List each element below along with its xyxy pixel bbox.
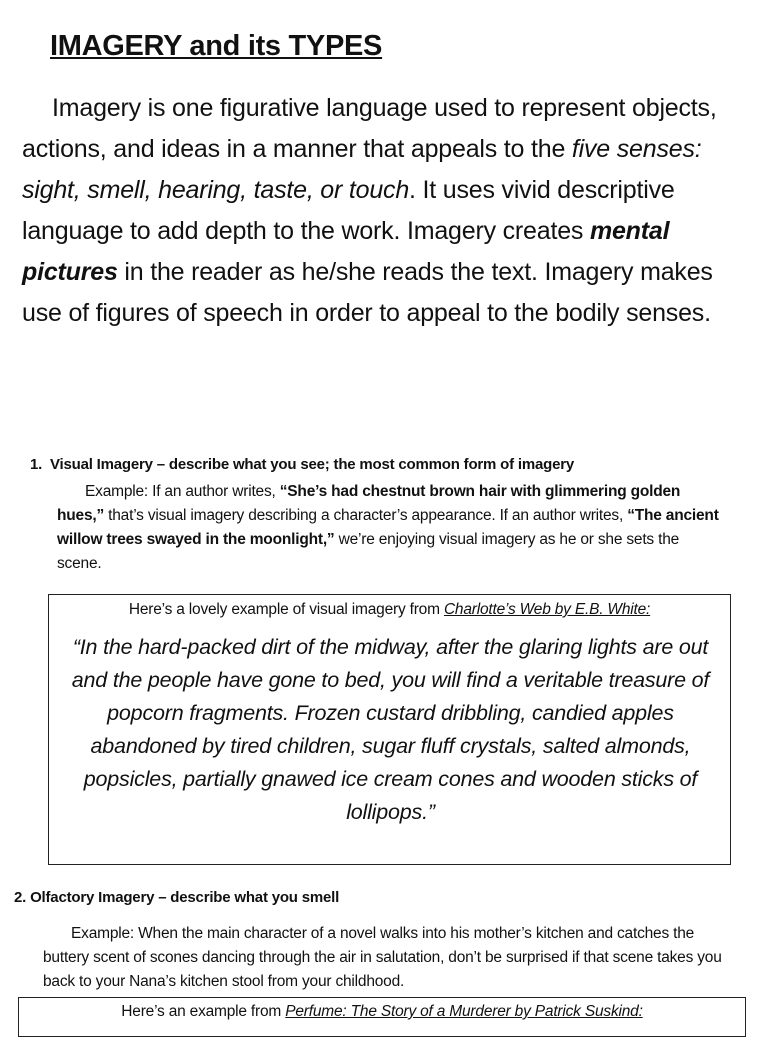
example-quote-2: “The ancient willow trees swayed in the moonlight,”	[57, 507, 719, 548]
page-title: IMAGERY and its TYPES	[50, 30, 383, 62]
example-mid: that’s visual imagery describing a character’s appearance. If an author writes,	[104, 507, 628, 524]
intro-five-senses: five senses: sight, smell, hearing, taste, or touch	[22, 135, 702, 204]
section-1-title: Visual Imagery – describe what you see; the most common form of imagery	[50, 456, 575, 473]
intro-text-2: . It uses vivid descriptive language to add depth to the work. Imagery creates	[22, 176, 675, 245]
section-2-heading: 2. Olfactory Imagery – describe what you smell	[14, 889, 340, 906]
section-2-example	[43, 922, 743, 994]
box-intro	[19, 1003, 745, 1021]
section-1-example	[57, 480, 727, 576]
example-quote-1: “She’s had chestnut brown hair with glimmering golden hues,”	[57, 483, 681, 524]
box-intro	[49, 601, 730, 619]
example-end: we’re enjoying visual imagery as he or she sets the scene.	[57, 531, 680, 572]
intro-mental-pictures: mental pictures	[22, 217, 670, 286]
intro-paragraph	[22, 88, 750, 334]
section-2-example-text: Example: When the main character of a novel walks into his mother’s kitchen and catches the buttery scent of scones dancing through the air in salutation, don’t be surprised if that scene takes you back to your Nana’s kitchen stool from your childhood.	[43, 925, 722, 990]
box-source: Perfume: The Story of a Murderer by Patrick Suskind:	[285, 1003, 643, 1020]
box-intro-text: Here’s an example from	[121, 1003, 286, 1020]
example-label: Example: If an author writes,	[85, 483, 280, 500]
intro-text-3: in the reader as he/she reads the text. Imagery makes use of figures of speech in order to appeal to the bodily senses.	[22, 258, 713, 327]
section-1-heading	[30, 456, 574, 473]
box-intro-text: Here’s a lovely example of visual imagery from	[128, 601, 444, 618]
box-source: Charlotte’s Web by E.B. White:	[443, 601, 651, 618]
charlottes-web-quote: “In the hard-packed dirt of the midway, after the glaring lights are out and the people have gone to bed, you will find a veritable treasure of popcorn fragments. Frozen custard dribbling, candied apples abandoned by tired children, sugar fluff crystals, salted almonds, popsicles, partially gnawed ice cream cones and wooden sticks of lollipops.”	[71, 635, 710, 824]
olfactory-example-box	[18, 997, 746, 1037]
section-1-number: 1.	[30, 456, 43, 473]
visual-example-box	[48, 594, 731, 865]
intro-text-1: Imagery is one figurative language used to represent objects, actions, and ideas in a manner that appeals to the	[22, 94, 717, 163]
